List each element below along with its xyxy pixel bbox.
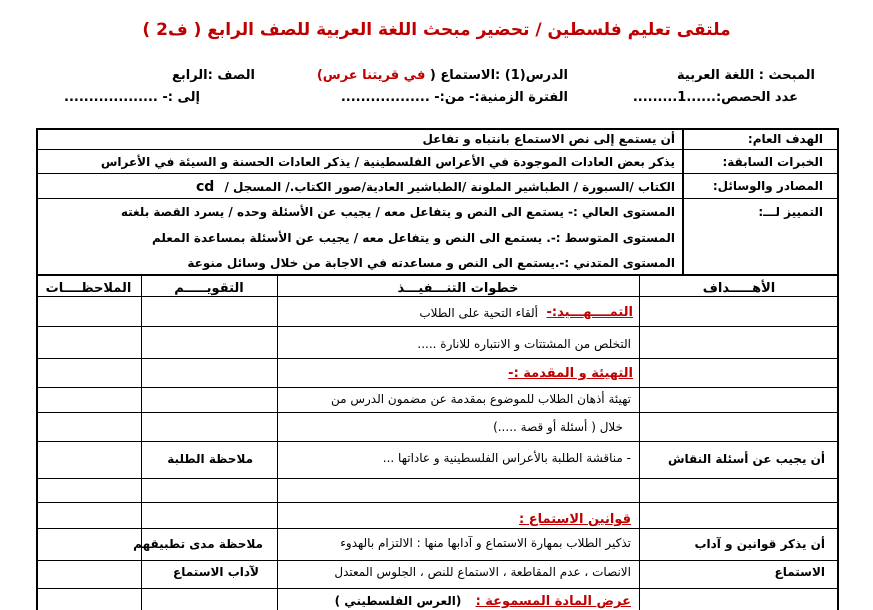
- row-line: [36, 560, 839, 561]
- resources-cd: cd: [195, 179, 215, 195]
- evaluation-1: ملاحظة الطلبة: [167, 452, 253, 466]
- col-objectives: الأهـــــداف: [702, 281, 776, 296]
- page-title: ملتقى تعليم فلسطين / تحضير مبحث اللغة العربية للصف الرابع ( ف2 ): [142, 20, 731, 40]
- resources-text: الكتاب /السبورة / الطباشير الملونة /الطباشير العادية/صور الكتاب./ المسجل /: [224, 180, 675, 194]
- objective-1: أن يجيب عن أسئلة النقاش: [667, 452, 825, 466]
- present-title: عرض المادة المسموعة :: [475, 594, 631, 609]
- info-value: المستوى العالي :- يستمع الى النص و يتفاعل معه / يجيب عن الأسئلة وحده / يسرد القصة بلغته: [120, 205, 675, 219]
- periods-label: عدد الحصص:......1.........: [632, 90, 798, 105]
- row-line: [36, 441, 839, 442]
- row-line: [36, 274, 839, 276]
- present-row: [335, 594, 631, 609]
- grade-label: الصف :الرابع: [172, 68, 255, 83]
- warmup-step-1: تهيئة أذهان الطلاب للموضوع بمقدمة عن مضمون الدرس من: [330, 392, 631, 406]
- col-evaluation: التقويـــــم: [174, 281, 244, 296]
- lesson-name: في قريتنا عرس): [316, 68, 426, 83]
- to-label: إلى :- ...................: [64, 90, 200, 105]
- rules-title: قوانين الاستماع :: [519, 512, 631, 527]
- intro-step-1: ألقاء التحية على الطلاب: [419, 306, 538, 320]
- info-value: [196, 179, 675, 195]
- info-value: المستوى المتدني :-.يستمع الى النص و مساعدته في الاجابة من خلال وسائل منوعة: [187, 256, 675, 270]
- rules-step-2: الانصات ، عدم المقاطعة ، الاستماع للنص ، الجلوس المعتدل: [334, 565, 631, 579]
- info-label: الهدف العام:: [747, 132, 823, 146]
- row-line: [36, 173, 839, 174]
- row-line: [36, 358, 839, 359]
- row-line: [36, 198, 839, 199]
- warmup-step-2: خلال ( أسئلة أو قصة .....): [493, 420, 623, 434]
- warmup-title: التهيئة و المقدمة :-: [508, 366, 633, 381]
- row-line: [36, 502, 839, 503]
- row-line: [36, 478, 839, 479]
- row-line: [36, 296, 839, 297]
- info-label: المصادر والوسائل:: [712, 179, 823, 193]
- row-line: [36, 387, 839, 388]
- info-value: المستوى المتوسط :-. يستمع الى النص و يتفاعل معه / يجيب عن الأسئلة بمساعدة المعلم: [151, 231, 675, 245]
- intro-step-2: التخلص من المشتتات و الانتباره للانارة .....: [417, 337, 631, 351]
- evaluation-2-cont: لآداب الاستماع: [173, 565, 259, 579]
- subject-label: المبحث : اللغة العربية: [677, 68, 815, 83]
- objective-2: أن يذكر قوانين و آداب: [694, 537, 825, 551]
- col-steps: خطوات التنـــفيـــذ: [397, 281, 519, 296]
- col-notes: الملاحظــــات: [45, 281, 132, 296]
- row-line: [36, 149, 839, 150]
- objective-2-cont: الاستماع: [774, 565, 825, 579]
- timeframe-label: الفترة الزمنية:- من:- ..................: [340, 90, 568, 105]
- row-line: [36, 326, 839, 327]
- info-value: أن يستمع إلى نص الاستماع بانتباه و تفاعل: [422, 132, 675, 146]
- discussion-step: - مناقشة الطلبة بالأعراس الفلسطينية و عاداتها ...: [382, 451, 631, 465]
- lesson-label: [317, 68, 568, 83]
- row-line: [36, 528, 839, 529]
- info-label: التمييز لـــ:: [758, 205, 823, 219]
- evaluation-2: ملاحظة مدى تطبيقهم: [133, 537, 263, 551]
- lesson-prefix: الدرس(1) :الاستماع (: [429, 68, 568, 83]
- present-text: (العرس الفلسطيني ): [334, 594, 462, 608]
- rules-step-1: تذكير الطلاب بمهارة الاستماع و آدابها منها : الالتزام بالهدوء: [340, 536, 631, 550]
- row-line: [36, 588, 839, 589]
- intro-title: التمــــهـــيد:-: [546, 305, 633, 320]
- row-line: [36, 412, 839, 413]
- info-value: يذكر بعض العادات الموجودة في الأعراس الفلسطينية / يذكر العادات الحسنة و السيئة في الأعراس: [100, 155, 675, 169]
- info-label: الخبرات السابقة:: [722, 155, 823, 169]
